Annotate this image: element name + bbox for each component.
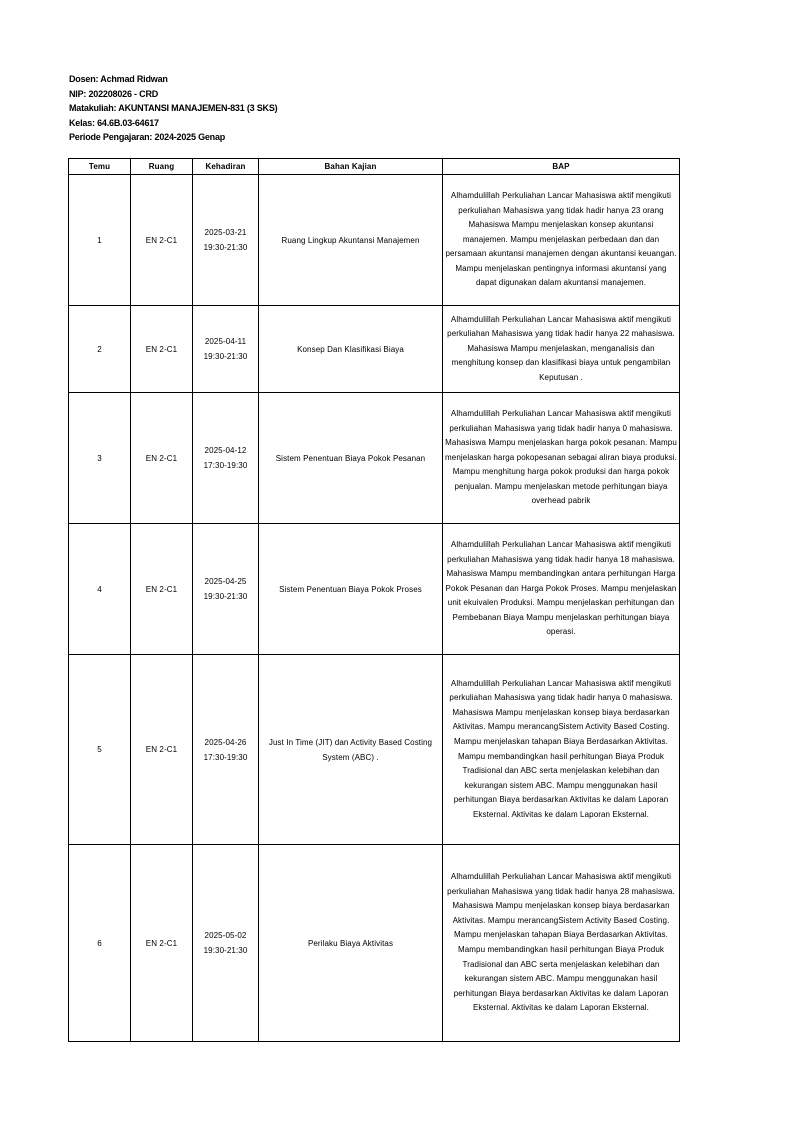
bap-description: Alhamdulillah Perkuliahan Lancar Mahasiswa aktif mengikuti perkuliahan Mahasiswa yang tidak hadir hanya 0 mahasiswa. Mahasiswa Mampu menjelaskan konsep biaya berdasarkan Aktivitas. Mampu merancangSistem Activity Based Costing. Mampu menjelaskan tahapan Biaya Berdasarkan Aktivitas. Mampu membandingkan hasil perhitungan Biaya Produk Tradisional dan ABC serta menjelaskan kelebihan dan kekurangan sistem ABC. Mampu menggunakan hasil perhitungan Biaya berdasarkan Aktivitas ke dalam Laporan Eksternal. Aktivitas ke dalam Laporan Eksternal. <box>443 655 680 845</box>
table-row <box>69 845 680 1042</box>
table-row <box>69 524 680 655</box>
meeting-date: 2025-04-11 <box>204 337 247 346</box>
course-name: Matakuliah: AKUNTANSI MANAJEMEN-831 (3 SKS) <box>69 103 278 113</box>
meeting-number: 4 <box>69 524 131 655</box>
meeting-time: 19:30-21:30 <box>203 243 248 252</box>
meeting-date: 2025-04-12 <box>204 446 247 455</box>
attendance-table <box>68 158 680 1042</box>
column-header-temu: Temu <box>69 159 131 175</box>
table-row <box>69 175 680 306</box>
column-header-bap: BAP <box>443 159 680 175</box>
document-header <box>69 72 277 145</box>
room: EN 2-C1 <box>131 655 193 845</box>
meeting-date: 2025-04-26 <box>204 737 247 747</box>
lecturer-name: Dosen: Achmad Ridwan <box>69 74 168 84</box>
meeting-time: 17:30-19:30 <box>203 752 248 762</box>
study-material: Just In Time (JIT) dan Activity Based Costing System (ABC) . <box>259 655 443 845</box>
attendance-datetime <box>193 655 259 845</box>
meeting-time: 19:30-21:30 <box>203 592 248 601</box>
meeting-number: 1 <box>69 175 131 306</box>
attendance-datetime <box>193 393 259 524</box>
room: EN 2-C1 <box>131 845 193 1042</box>
attendance-datetime <box>193 175 259 306</box>
meeting-number: 3 <box>69 393 131 524</box>
attendance-datetime <box>193 845 259 1042</box>
study-material: Sistem Penentuan Biaya Pokok Pesanan <box>259 393 443 524</box>
room: EN 2-C1 <box>131 175 193 306</box>
class-code: Kelas: 64.6B.03-64617 <box>69 117 159 128</box>
meeting-number: 2 <box>69 306 131 393</box>
room: EN 2-C1 <box>131 306 193 393</box>
study-material: Konsep Dan Klasifikasi Biaya <box>259 306 443 393</box>
meeting-date: 2025-03-21 <box>204 228 247 237</box>
column-header-bahan-kajian: Bahan Kajian <box>259 159 443 175</box>
meeting-time: 19:30-21:30 <box>203 946 248 955</box>
lecturer-nip: NIP: 202208026 - CRD <box>69 88 159 99</box>
study-material: Sistem Penentuan Biaya Pokok Proses <box>259 524 443 655</box>
meeting-time: 19:30-21:30 <box>203 352 248 361</box>
meeting-time: 17:30-19:30 <box>203 461 248 470</box>
study-material: Perilaku Biaya Aktivitas <box>259 845 443 1042</box>
table-header-row <box>69 159 680 175</box>
table-row <box>69 393 680 524</box>
meeting-number: 5 <box>69 655 131 845</box>
attendance-datetime <box>193 306 259 393</box>
bap-description: Alhamdulillah Perkuliahan Lancar Mahasiswa aktif mengikuti perkuliahan Mahasiswa yang tidak hadir hanya 28 mahasiswa. Mahasiswa Mampu menjelaskan konsep biaya berdasarkan Aktivitas. Mampu merancangSistem Activity Based Costing. Mampu menjelaskan tahapan Biaya Berdasarkan Aktivitas. Mampu membandingkan hasil perhitungan Biaya Produk Tradisional dan ABC serta menjelaskan kelebihan dan kekurangan sistem ABC. Mampu menggunakan hasil perhitungan Biaya berdasarkan Aktivitas ke dalam Laporan Eksternal. Aktivitas ke dalam Laporan Eksternal. <box>443 845 680 1042</box>
teaching-period: Periode Pengajaran: 2024-2025 Genap <box>69 132 226 142</box>
attendance-datetime <box>193 524 259 655</box>
room: EN 2-C1 <box>131 524 193 655</box>
table-row <box>69 655 680 845</box>
bap-description: Alhamdulillah Perkuliahan Lancar Mahasiswa aktif mengikuti perkuliahan Mahasiswa yang tidak hadir hanya 23 orang Mahasiswa Mampu menjelaskan konsep akuntansi manajemen. Mampu menjelaskan perbedaan dan dan persamaan akuntansi manajemen dengan akuntansi keuangan. Mampu menjelaskan pentingnya informasi akuntansi yang dapat digunakan dalam akuntansi manajemen. <box>443 175 680 306</box>
column-header-kehadiran: Kehadiran <box>193 159 259 175</box>
bap-description: Alhamdulillah Perkuliahan Lancar Mahasiswa aktif mengikuti perkuliahan Mahasiswa yang tidak hadir hanya 18 mahasiswa. Mahasiswa Mampu membandingkan antara perhitungan Harga Pokok Pesanan dan Harga Pokok Proses. Mampu menjelaskan unit ekuivalen Produksi. Mampu menjelaskan perhitungan dan Pembebanan Biaya Mampu menjelaskan perhitungan biaya operasi. <box>443 524 680 655</box>
meeting-date: 2025-05-02 <box>204 931 247 940</box>
bap-description: Alhamdulillah Perkuliahan Lancar Mahasiswa aktif mengikuti perkuliahan Mahasiswa yang tidak hadir hanya 0 mahasiswa. Mahasiswa Mampu menjelaskan harga pokok pesanan. Mampu menjelaskan harga pokopesanan sebagai aliran biaya produksi. Mampu menghitung harga pokok produksi dan harga pokok penjualan. Mampu menjelaskan metode perhitungan biaya overhead pabrik <box>443 393 680 524</box>
table-row <box>69 306 680 393</box>
meeting-number: 6 <box>69 845 131 1042</box>
room: EN 2-C1 <box>131 393 193 524</box>
study-material: Ruang Lingkup Akuntansi Manajemen <box>259 175 443 306</box>
column-header-ruang: Ruang <box>131 159 193 175</box>
meeting-date: 2025-04-25 <box>204 577 247 586</box>
bap-description: Alhamdulillah Perkuliahan Lancar Mahasiswa aktif mengikuti perkuliahan Mahasiswa yang tidak hadir hanya 22 mahasiswa. Mahasiswa Mampu menjelaskan, menganalisis dan menghitung konsep dan klasifikasi biaya untuk pengambilan Keputusan . <box>443 306 680 393</box>
